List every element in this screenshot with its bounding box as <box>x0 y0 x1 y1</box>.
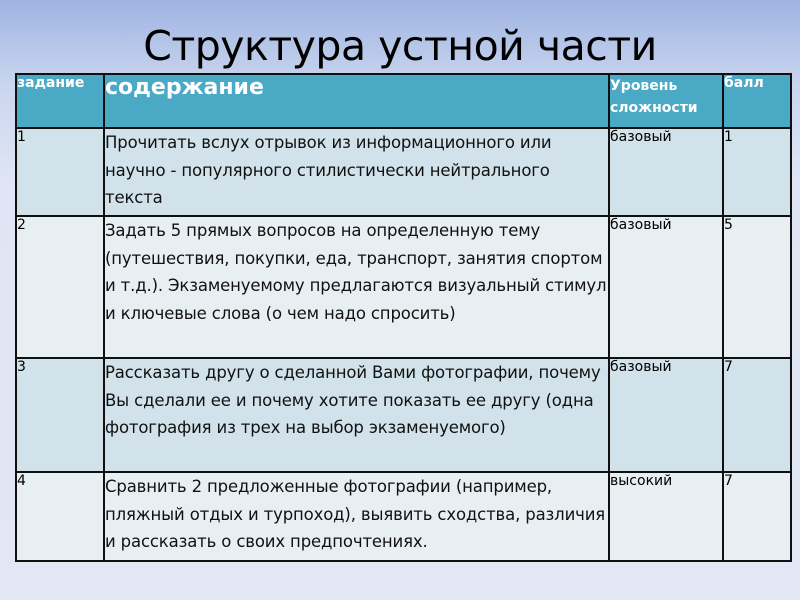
task-score: 1 <box>723 128 791 216</box>
task-content: Задать 5 прямых вопросов на определенную тему (путешествия, покупки, еда, транспорт, занятия спортом и т.д.). Экзаменуемому предлагаются визуальный стимул и ключевые слова (о чем надо спросить) <box>104 216 609 358</box>
task-number: 4 <box>16 472 104 561</box>
task-number: 2 <box>16 216 104 358</box>
task-level: высокий <box>609 472 723 561</box>
task-content: Сравнить 2 предложенные фотографии (например, пляжный отдых и турпоход), выявить сходства, различия и рассказать о своих предпочтениях. <box>104 472 609 561</box>
exam-structure-table <box>15 73 792 562</box>
header-content: содержание <box>104 74 609 128</box>
table-row <box>16 358 791 472</box>
header-level: Уровень сложности <box>609 74 723 128</box>
task-content: Рассказать другу о сделанной Вами фотографии, почему Вы сделали ее и почему хотите показать ее другу (одна фотография из трех на выбор экзаменуемого) <box>104 358 609 472</box>
table-row <box>16 472 791 561</box>
task-level: базовый <box>609 358 723 472</box>
header-score: балл <box>723 74 791 128</box>
task-level: базовый <box>609 216 723 358</box>
table-row <box>16 216 791 358</box>
header-task: задание <box>16 74 104 128</box>
task-content: Прочитать вслух отрывок из информационного или научно - популярного стилистически нейтрального текста <box>104 128 609 216</box>
task-score: 5 <box>723 216 791 358</box>
task-score: 7 <box>723 472 791 561</box>
task-number: 1 <box>16 128 104 216</box>
task-number: 3 <box>16 358 104 472</box>
task-score: 7 <box>723 358 791 472</box>
table-row <box>16 128 791 216</box>
task-level: базовый <box>609 128 723 216</box>
slide-title: Структура устной части <box>143 22 657 70</box>
table-header-row <box>16 74 791 128</box>
